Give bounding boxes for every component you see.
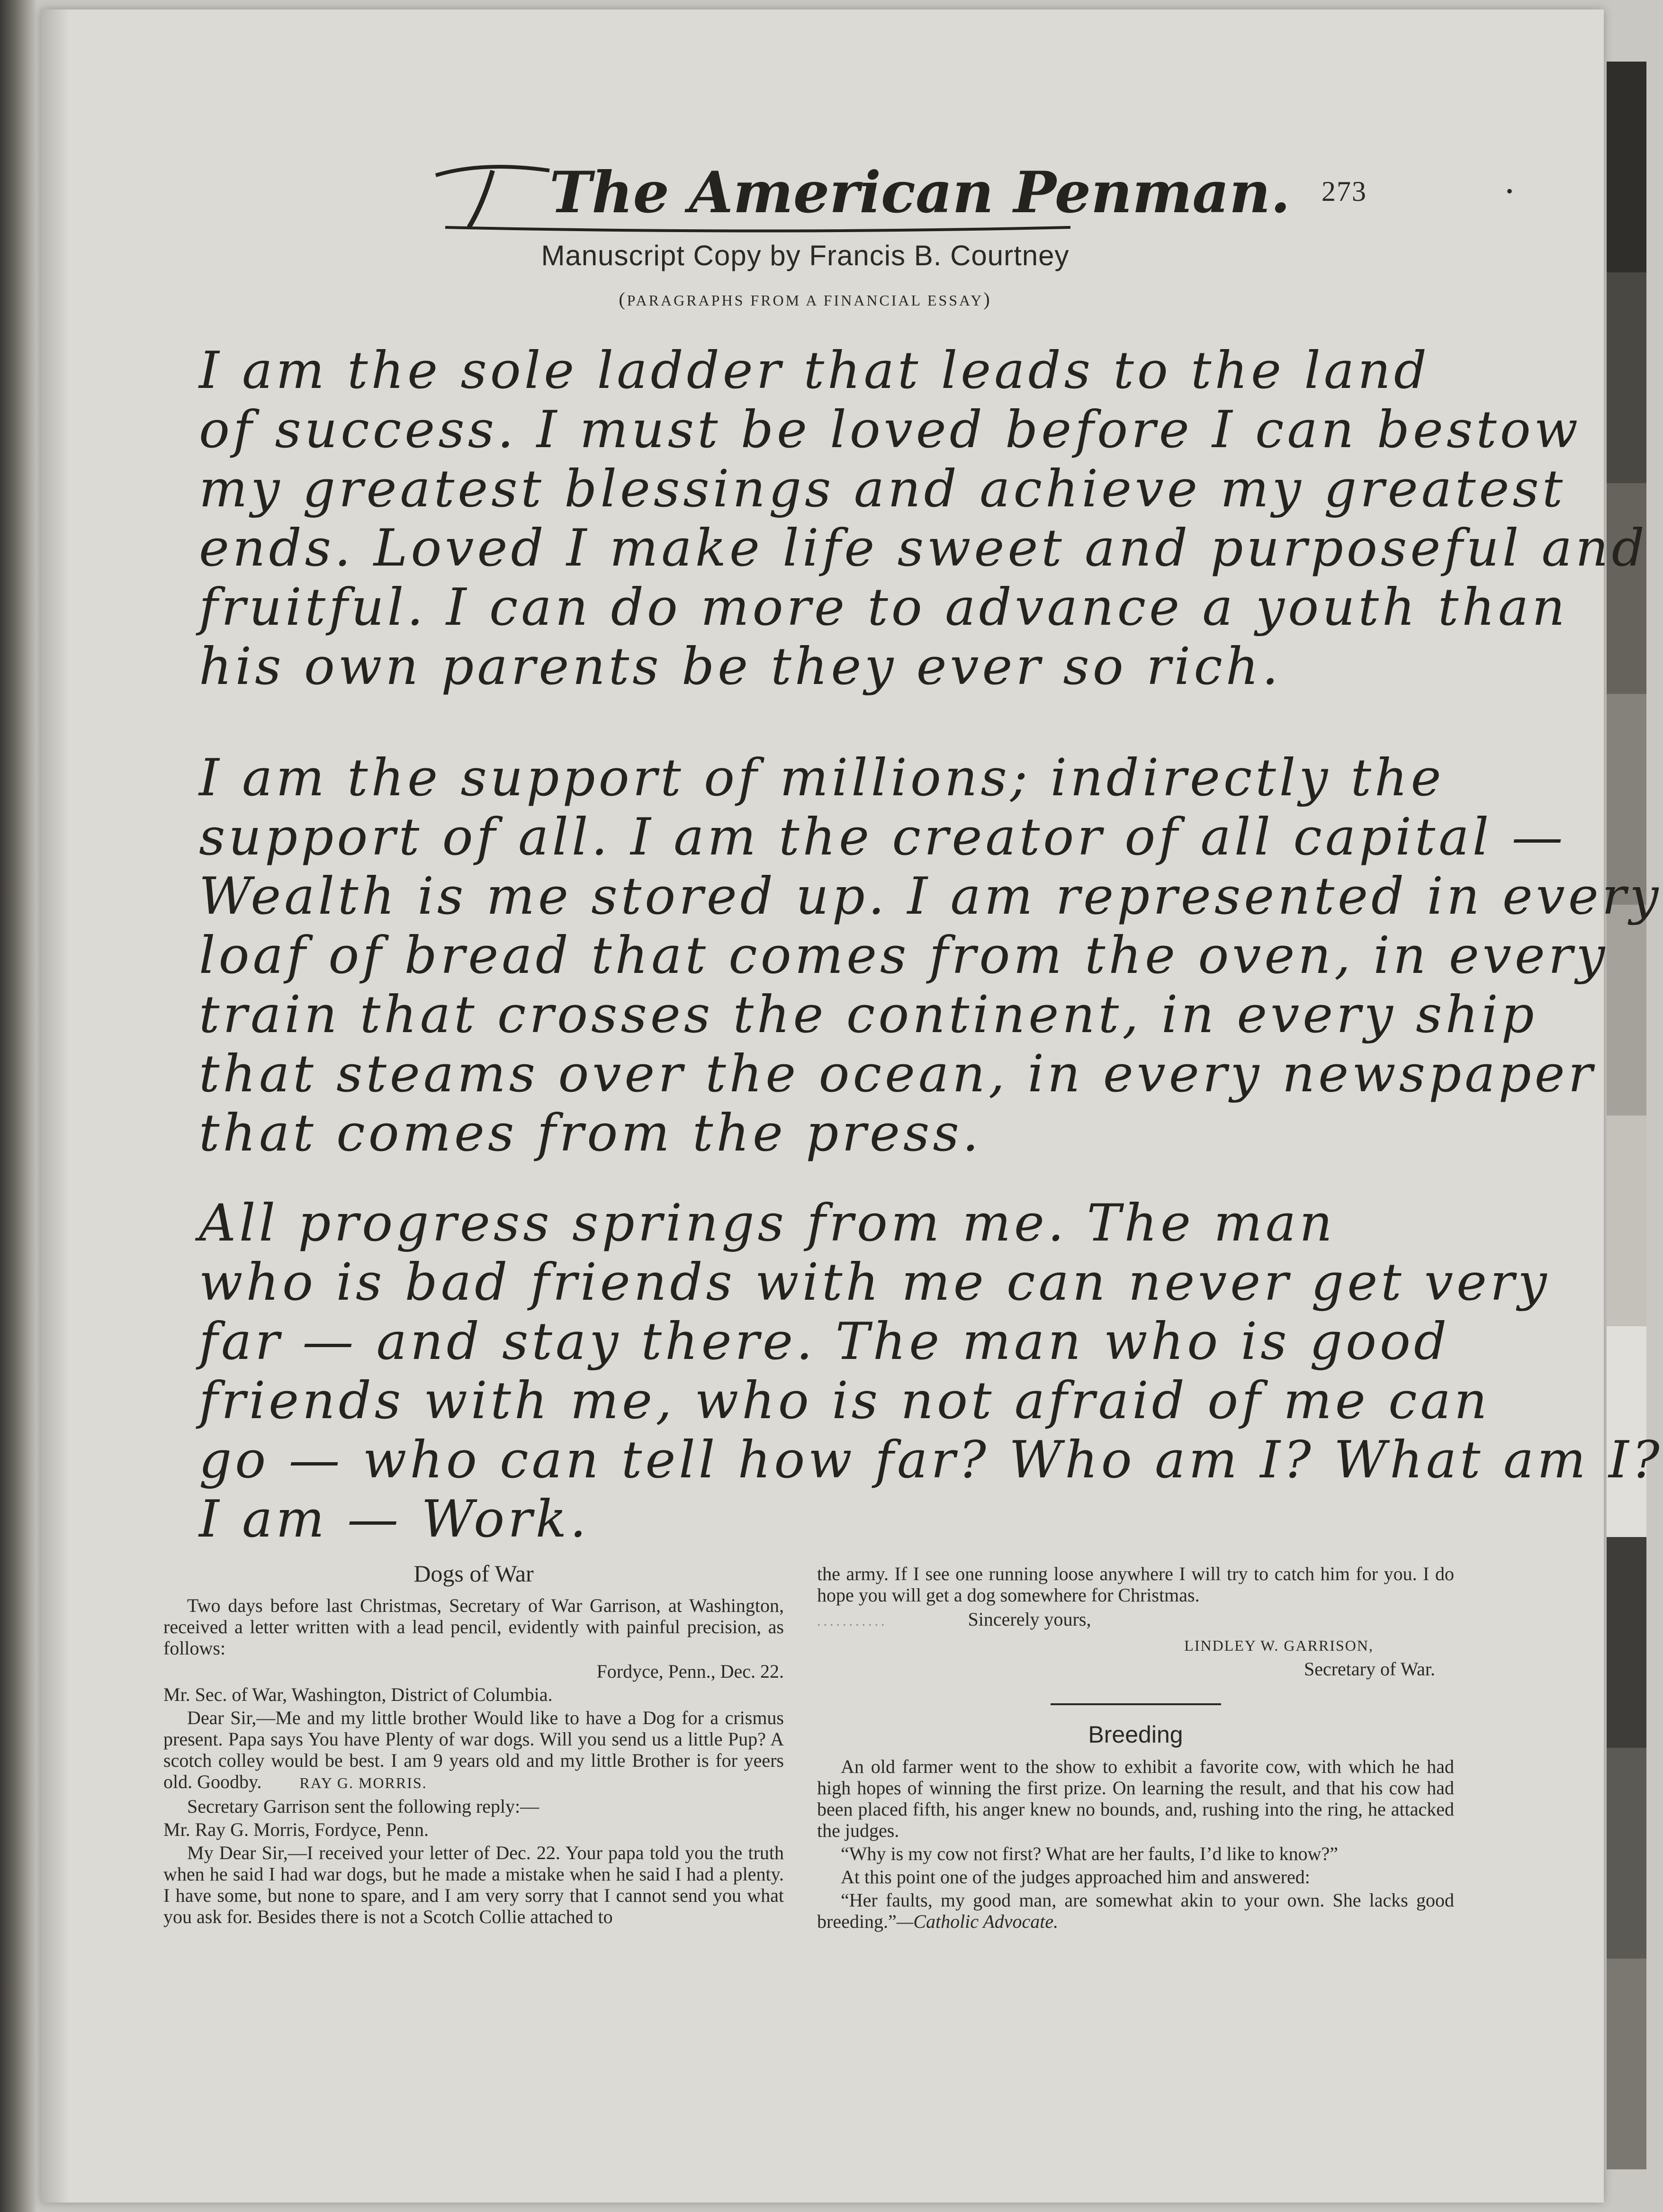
subtitle-note-text: PARAGRAPHS FROM A FINANCIAL ESSAY (627, 292, 984, 309)
essay-line: ends. Loved I make life sweet and purposeful and (199, 519, 1648, 578)
essay-line: that steams over the ocean, in every newspaper (199, 1044, 1596, 1104)
breeding-paragraph: “Why is my cow not first? What are her faults, I’d like to know?” (841, 1843, 1339, 1864)
reply-closing: Sincerely yours, (968, 1609, 1091, 1630)
essay-line: train that crosses the continent, in every ship (199, 985, 1537, 1044)
reply-signer-name: LINDLEY W. GARRISON, (1184, 1637, 1374, 1654)
swatch (1607, 62, 1646, 272)
letter-signature: RAY G. MORRIS. (299, 1774, 427, 1791)
article-subtitle-note (379, 288, 1232, 310)
reply-dots: ........... (817, 1613, 888, 1629)
reply-signer (817, 1634, 1454, 1656)
essay-line: his own parents be they ever so rich. (199, 637, 1282, 696)
essay-line: go — who can tell how far? Who am I? What am I? (199, 1430, 1663, 1490)
essay-line: far — and stay there. The man who is good (199, 1312, 1450, 1371)
scan-edge (0, 0, 37, 2212)
essay-paragraph-2 (199, 748, 1662, 1163)
essay-line: fruitful. I can do more to advance a youth than (199, 578, 1568, 637)
breeding-paragraph (817, 1889, 1454, 1932)
breeding-quote: “Her faults, my good man, are somewhat akin to your own. She lacks good breeding.” (817, 1889, 1454, 1932)
paren-open: ( (619, 288, 627, 310)
reply-signer-title: Secretary of War. (1303, 1658, 1435, 1680)
essay-paragraph-3 (199, 1194, 1663, 1549)
essay-line: I am the sole ladder that leads to the land (199, 341, 1430, 400)
masthead-logo (426, 156, 1291, 232)
reply-body-continued: the army. If I see one running loose anywhere I will try to catch him for you. I do hope you will get a dog somewhere for Christmas. (817, 1563, 1454, 1606)
essay-line: my greatest blessings and achieve my greatest (199, 459, 1566, 519)
essay-line: loaf of bread that comes from the oven, in every (199, 926, 1609, 985)
essay-paragraph-1 (199, 341, 1648, 696)
breeding-title: Breeding (1088, 1721, 1183, 1748)
breeding-source: —Catholic Advocate. (896, 1911, 1059, 1932)
essay-line: friends with me, who is not afraid of me can (199, 1371, 1491, 1430)
page-number: 273 (1321, 176, 1367, 207)
letter-body-text: Dear Sir,—Me and my little brother Would like to have a Dog for a crismus present. Papa says You have Plenty of war dogs. Will you send us a little Pup? A scotch colley would be best. I am 9 years old and my little Brother is for yeers old. Goodby. (163, 1707, 784, 1792)
letter-dateline: Fordyce, Penn., Dec. 22. (596, 1661, 784, 1682)
essay-line: I am the support of millions; indirectly the (199, 748, 1445, 808)
essay-line: of success. I must be loved before I can bestow (199, 400, 1582, 459)
dogs-of-war-intro: Two days before last Christmas, Secretary of War Garrison, at Washington, received a letter written with a lead pencil, evidently with painful precision, as follows: (163, 1595, 784, 1659)
masthead-text: The American Penman. (549, 159, 1291, 226)
margin-mark: • (1506, 180, 1513, 202)
article-subtitle: Manuscript Copy by Francis B. Courtney (541, 240, 1070, 271)
dogs-of-war-column (163, 1560, 784, 1929)
dogs-of-war-title: Dogs of War (414, 1560, 534, 1587)
masthead-script (426, 156, 1291, 232)
right-column (817, 1563, 1454, 1934)
swatch (1607, 1537, 1646, 1748)
reply-closing-row (817, 1609, 1454, 1632)
spine-shadow (41, 9, 69, 2203)
essay-line: Wealth is me stored up. I am represented in every (199, 867, 1662, 926)
paren-close: ) (983, 288, 992, 310)
reply-address: Mr. Ray G. Morris, Fordyce, Penn. (163, 1819, 429, 1840)
breeding-paragraph: At this point one of the judges approached him and answered: (841, 1866, 1310, 1888)
essay-line: support of all. I am the creator of all capital — (199, 808, 1566, 867)
essay-line: All progress springs from me. The man (199, 1194, 1336, 1253)
essay-line: I am — Work. (199, 1490, 590, 1549)
swatch (1607, 1748, 1646, 1959)
letter-address: Mr. Sec. of War, Washington, District of Columbia. (163, 1684, 553, 1705)
essay-line: that comes from the press. (199, 1104, 982, 1163)
reply-body: My Dear Sir,—I received your letter of Dec. 22. Your papa told you the truth when he said I had war dogs, but he made a mistake when he said I had a plenty. I have some, but none to spare, and I am very sorry that I cannot send you what you ask for. Besides there is not a Scotch Collie attached to (163, 1842, 784, 1927)
section-divider (1051, 1703, 1221, 1705)
reply-intro: Secretary Garrison sent the following reply:— (187, 1796, 539, 1817)
swatch (1607, 1959, 1646, 2169)
essay-line: who is bad friends with me can never get very (199, 1253, 1550, 1312)
letter-body (163, 1707, 784, 1794)
breeding-paragraph: An old farmer went to the show to exhibit a favorite cow, with which he had high hopes of winning the first prize. On learning the result, and that his cow had been placed fifth, his anger knew no bounds, and, rushing into the ring, he attacked the judges. (817, 1756, 1454, 1841)
